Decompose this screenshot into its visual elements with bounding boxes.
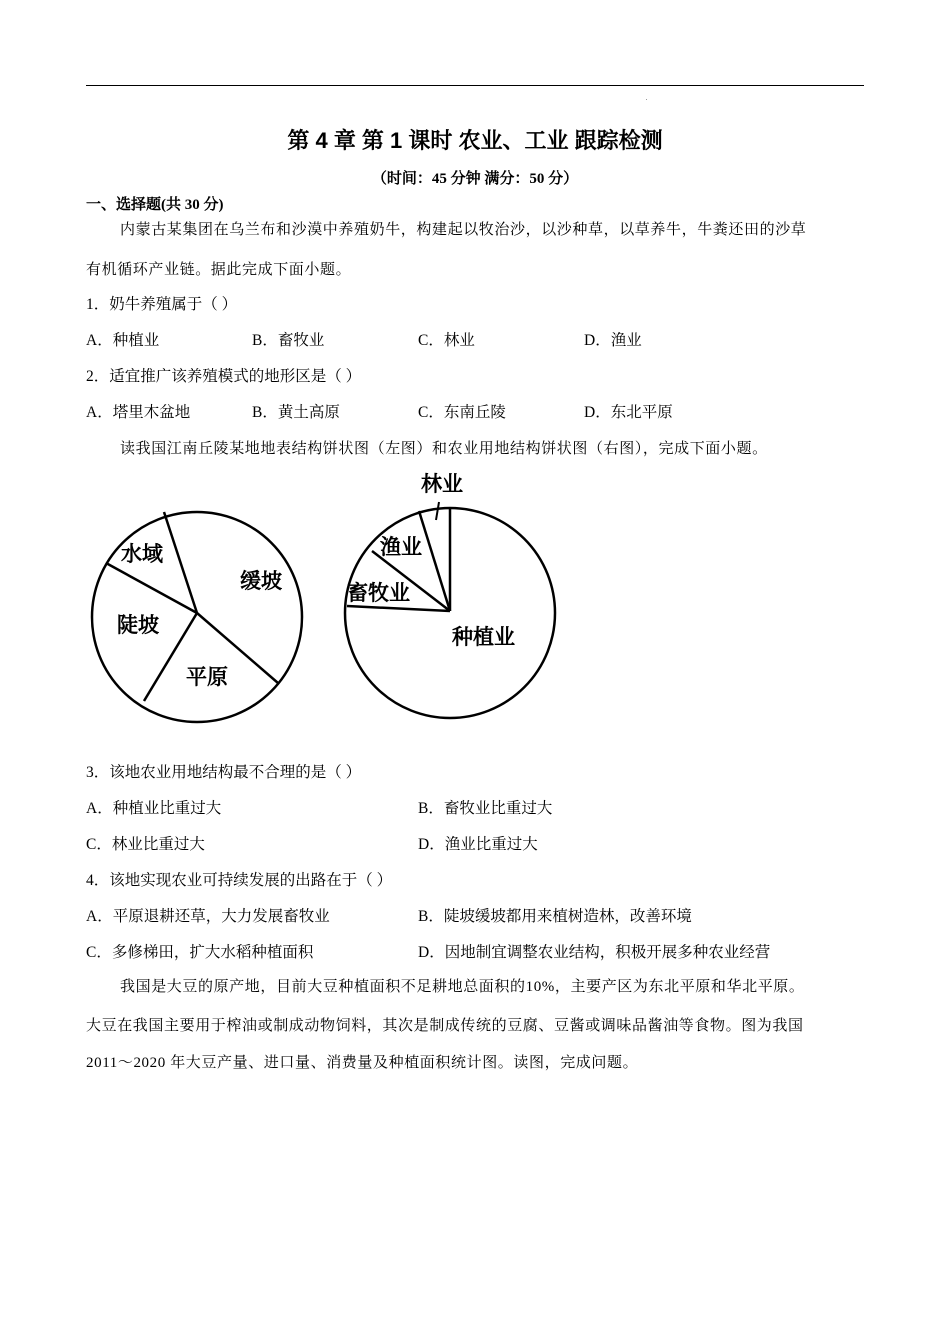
question-4-option-a[interactable]: A．平原退耕还草，大力发展畜牧业: [86, 908, 330, 925]
passage3-line1: 我国是大豆的原产地，目前大豆种植面积不足耕地总面积的10%，主要产区为东北平原和华北平原。: [120, 979, 805, 995]
left-pie: [92, 512, 302, 722]
right-pie-divider-2: [419, 511, 450, 611]
question-4-option-c[interactable]: C．多修梯田，扩大水稻种植面积: [86, 944, 314, 961]
passage3-line3: 2011～2020 年大豆产量、进口量、消费量及种植面积统计图。读图，完成问题。: [86, 1055, 639, 1071]
page-title: 第 4 章 第 1 课时 农业、工业 跟踪检测: [287, 128, 663, 153]
header-dot: [646, 99, 647, 100]
question-1-stem: 1．奶牛养殖属于（ ）: [86, 296, 238, 313]
question-3-option-b[interactable]: B．畜牧业比重过大: [418, 800, 553, 817]
right-pie-label-crop: 种植业: [452, 626, 515, 649]
question-2-stem: 2．适宜推广该养殖模式的地形区是（ ）: [86, 368, 362, 385]
right-pie: [345, 472, 555, 718]
passage3-line2: 大豆在我国主要用于榨油或制成动物饲料，其次是制成传统的豆腐、豆酱或调味品酱油等食物。图为我国: [86, 1018, 804, 1034]
question-3-stem: 3．该地农业用地结构最不合理的是（ ）: [86, 764, 362, 781]
right-pie-divider-4: [347, 606, 450, 611]
question-3-option-d[interactable]: D．渔业比重过大: [418, 836, 538, 853]
question-4-stem: 4．该地实现农业可持续发展的出路在于（ ）: [86, 872, 393, 889]
section-heading: 一、选择题(共 30 分): [86, 197, 224, 213]
question-1-option-a[interactable]: A．种植业: [86, 332, 160, 349]
question-2-option-d[interactable]: D．东北平原: [584, 404, 673, 421]
question-1-option-d[interactable]: D．渔业: [584, 332, 642, 349]
question-2-option-b[interactable]: B．黄土高原: [252, 404, 340, 421]
pie-charts: [80, 465, 580, 725]
question-3-option-a[interactable]: A．种植业比重过大: [86, 800, 222, 817]
right-pie-label-livestock: 畜牧业: [347, 582, 410, 605]
passage1-line1: 内蒙古某集团在乌兰布和沙漠中养殖奶牛，构建起以牧治沙，以沙种草，以草养牛，牛粪还田的沙草: [120, 222, 807, 238]
left-pie-label-plain: 平原: [186, 666, 228, 689]
header-rule: [86, 85, 864, 86]
right-pie-label-forestry: 林业: [421, 473, 463, 496]
question-2-option-c[interactable]: C．东南丘陵: [418, 404, 506, 421]
passage2-line1: 读我国江南丘陵某地地表结构饼状图（左图）和农业用地结构饼状图（右图），完成下面小题。: [120, 441, 768, 457]
left-pie-label-steep-slope: 陡坡: [117, 614, 159, 637]
right-pie-forestry-leader: [436, 502, 439, 520]
question-4-option-b[interactable]: B．陡坡缓坡都用来植树造林，改善环境: [418, 908, 692, 925]
right-pie-label-fishery: 渔业: [380, 536, 422, 559]
question-3-option-c[interactable]: C．林业比重过大: [86, 836, 205, 853]
passage1-line2: 有机循环产业链。据此完成下面小题。: [86, 262, 352, 278]
question-4-option-d[interactable]: D．因地制宜调整农业结构，积极开展多种农业经营: [418, 944, 771, 961]
left-pie-label-water: 水域: [121, 543, 163, 566]
question-1-option-c[interactable]: C．林业: [418, 332, 475, 349]
question-2-option-a[interactable]: A．塔里木盆地: [86, 404, 191, 421]
left-pie-label-gentle-slope: 缓坡: [240, 570, 282, 593]
question-1-option-b[interactable]: B．畜牧业: [252, 332, 325, 349]
page-subtitle: （时间：45 分钟 满分：50 分）: [371, 171, 579, 187]
